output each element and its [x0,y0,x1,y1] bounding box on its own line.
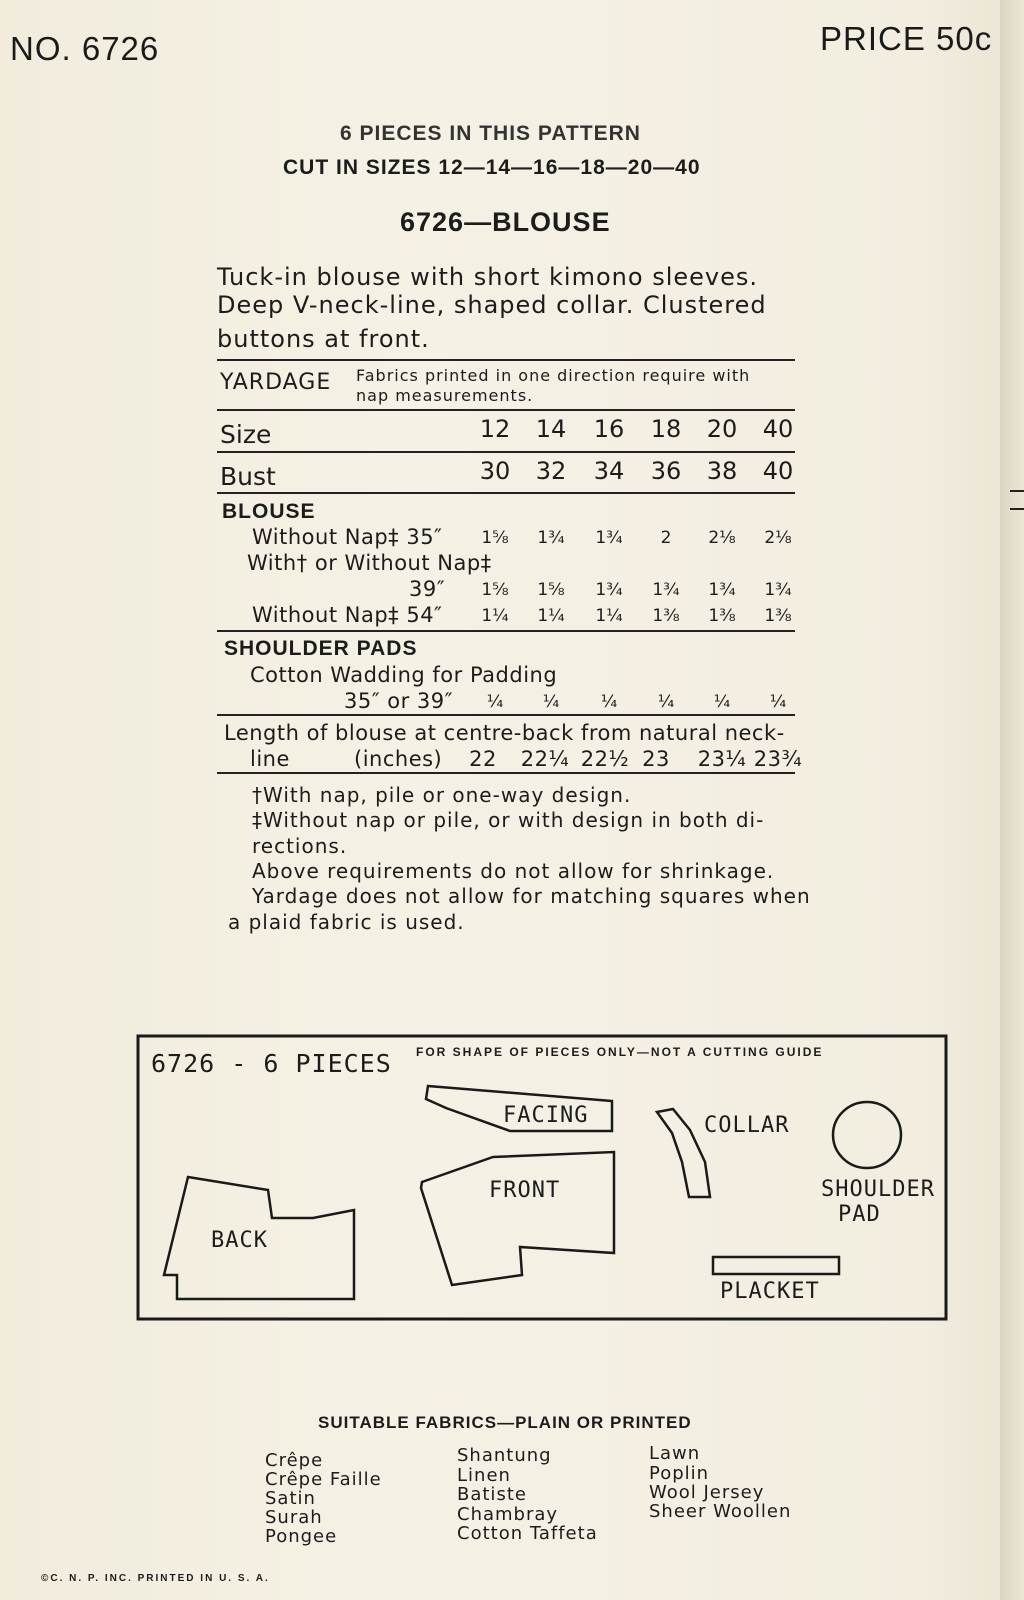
padding-value: ¼ [769,692,787,712]
front-label: FRONT [489,1178,561,1203]
shoulder-pad-label: SHOULDER [821,1177,935,1202]
bust-value: 40 [762,457,794,485]
size-value: 14 [535,415,567,443]
shoulder-pads-width: 35″ or 39″ [344,689,453,713]
front-piece [421,1152,614,1285]
description-line: buttons at front. [217,325,430,353]
fabric-item: Satin [265,1488,316,1509]
yardage-value: 1¾ [537,528,565,548]
blouse-heading: BLOUSE [222,500,316,523]
yardage-note: Fabrics printed in one direction require with [356,366,751,385]
yardage-value: 2 [660,528,672,548]
fabric-item: Shantung [457,1445,552,1466]
yardage-value: 1¾ [764,580,792,600]
padding-value: ¼ [600,692,618,712]
facing-label: FACING [503,1103,589,1128]
footnote: rections. [252,834,348,858]
bust-value: 34 [593,457,625,485]
fabric-item: Pongee [265,1526,338,1547]
yardage-value: 1¾ [595,528,623,548]
yardage-value: 1⅜ [708,606,736,626]
yardage-note: nap measurements. [356,386,534,405]
back-label: BACK [211,1228,268,1253]
diagram-caption: FOR SHAPE OF PIECES ONLY—NOT A CUTTING GUIDE [416,1045,824,1059]
length-value: 22¼ [520,747,570,771]
bust-value: 30 [479,457,511,485]
description-line: Tuck-in blouse with short kimono sleeves. [217,263,758,291]
size-label: Size [220,420,272,449]
collar-label: COLLAR [704,1113,790,1138]
blouse-row-width: 39″ [409,577,446,601]
fabric-item: Wool Jersey [649,1482,765,1503]
fabrics-heading: SUITABLE FABRICS—PLAIN OR PRINTED [318,1413,692,1432]
fabric-item: Cotton Taffeta [457,1523,598,1544]
yardage-value: 2⅛ [708,528,736,548]
collar-piece [657,1109,710,1197]
yardage-value: 1¾ [708,580,736,600]
padding-value: ¼ [713,692,731,712]
placket-label: PLACKET [720,1279,820,1304]
fabric-item: Sheer Woollen [649,1501,792,1522]
yardage-value: 1⅝ [481,580,509,600]
fabric-item: Linen [457,1465,511,1486]
length-value: 22 [469,747,497,771]
yardage-value: 2⅛ [764,528,792,548]
fabric-item: Batiste [457,1484,527,1505]
length-label: Length of blouse at centre-back from natural neck- [224,721,785,745]
yardage-value: 1¾ [652,580,680,600]
yardage-value: 1⅝ [481,528,509,548]
footnote: ‡Without nap or pile, or with design in both di- [252,808,765,832]
shoulder-pads-heading: SHOULDER PADS [224,637,418,660]
size-value: 40 [762,415,794,443]
price: PRICE 50c [820,20,993,57]
size-value: 12 [479,415,511,443]
padding-value: ¼ [657,692,675,712]
length-label-cont: line [250,747,290,771]
pieces-count-line: 6 PIECES IN THIS PATTERN [340,122,641,145]
diagram-title: 6726 - 6 PIECES [151,1049,392,1078]
yardage-value: 1¼ [595,606,623,626]
length-value: 23¾ [753,747,803,771]
bust-value: 32 [535,457,567,485]
blouse-row-label: Without Nap‡ 54″ [252,603,443,627]
footnote: a plaid fabric is used. [228,910,465,934]
size-value: 16 [593,415,625,443]
shoulder-pads-label: Cotton Wadding for Padding [250,663,558,687]
yardage-value: 1¼ [481,606,509,626]
page-title: 6726—BLOUSE [400,207,611,237]
yardage-value: 1⅜ [652,606,680,626]
fabric-item: Surah [265,1507,323,1528]
yardage-value: 1¼ [537,606,565,626]
fabric-item: Poplin [649,1463,710,1484]
shoulder-pad-label: PAD [838,1202,881,1227]
fabric-item: Crêpe Faille [265,1469,382,1490]
padding-value: ¼ [486,692,504,712]
blouse-row-label: With† or Without Nap‡ [247,551,492,575]
bust-value: 36 [650,457,682,485]
yardage-value: 1¾ [595,580,623,600]
footnote: †With nap, pile or one-way design. [252,783,632,807]
bust-value: 38 [706,457,738,485]
length-value: 22½ [580,747,630,771]
length-value: 23¼ [697,747,747,771]
description-line: Deep V-neck-line, shaped collar. Clustered [217,291,767,319]
yardage-value: 1⅝ [537,580,565,600]
placket-piece [713,1257,839,1274]
size-value: 20 [706,415,738,443]
padding-value: ¼ [542,692,560,712]
length-value: 23 [642,747,670,771]
yardage-value: 1⅜ [764,606,792,626]
sizes-line: CUT IN SIZES 12—14—16—18—20—40 [283,156,701,179]
footnote: Above requirements do not allow for shrinkage. [252,859,775,883]
shoulder-pad-piece [833,1102,901,1168]
bust-label: Bust [220,462,276,491]
blouse-row-label: Without Nap‡ 35″ [252,525,443,549]
fabric-item: Chambray [457,1504,559,1525]
length-unit: (inches) [354,747,443,771]
yardage-label: YARDAGE [220,370,332,395]
pattern-number: NO. 6726 [10,30,160,67]
footnote: Yardage does not allow for matching squares when [252,884,811,908]
fabric-item: Lawn [649,1443,701,1464]
fabric-item: Crêpe [265,1450,324,1471]
copyright-footer: ©C. N. P. INC. PRINTED IN U. S. A. [41,1573,270,1584]
size-value: 18 [650,415,682,443]
